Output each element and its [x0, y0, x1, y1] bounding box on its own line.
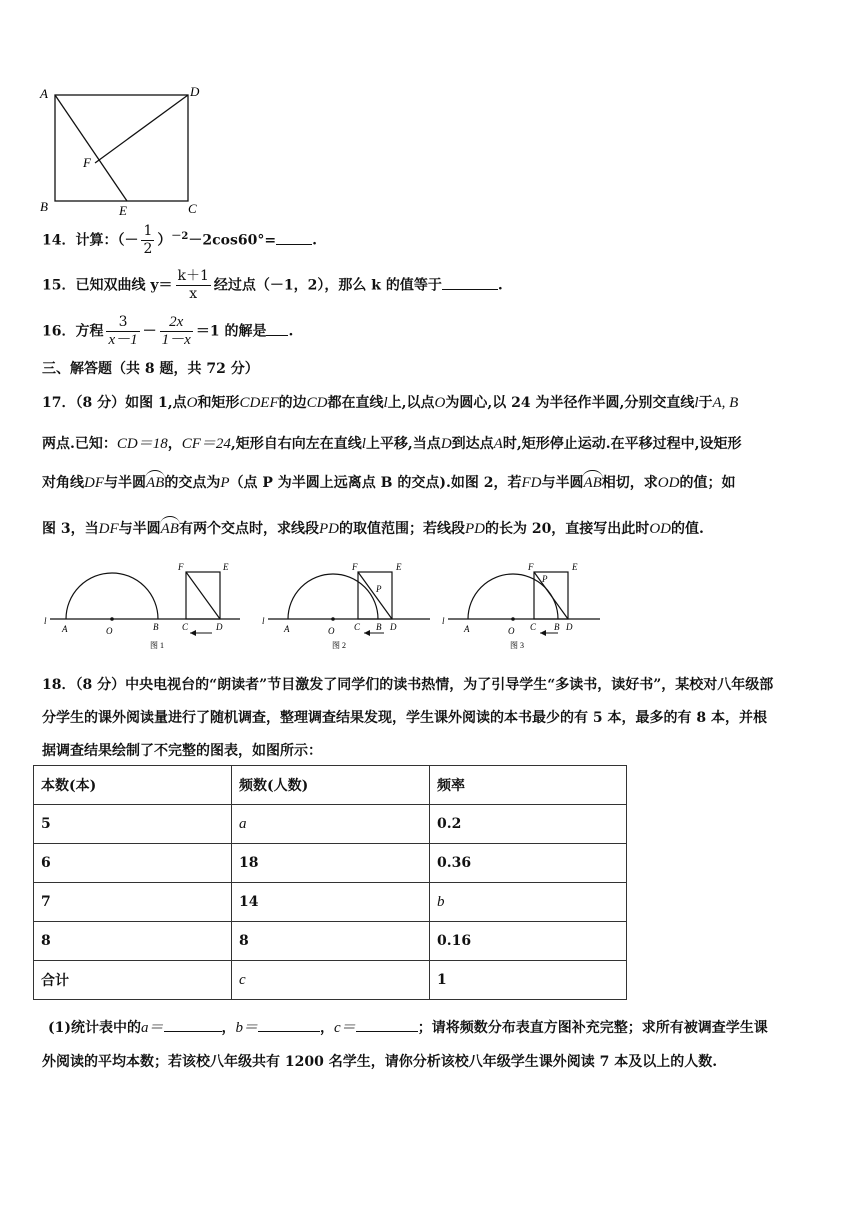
table-cell: 1	[430, 961, 627, 1000]
fig2-l: l	[262, 616, 265, 626]
fig3-caption: 图 3	[510, 641, 524, 650]
fig3-c: C	[530, 622, 537, 632]
fig1-f: F	[178, 562, 184, 572]
q18-line-3: 据调查结果绘制了不完整的图表，如图所示：	[42, 743, 322, 759]
fraction: $\frac{k+1}{x}$	[177, 268, 209, 302]
fig3-e: E	[572, 562, 578, 572]
fig1-o: O	[106, 626, 113, 636]
fig2-d: D	[390, 622, 397, 632]
fig3-a: A	[464, 624, 470, 634]
table-cell: 0.36	[430, 844, 627, 883]
answer-blank[interactable]	[266, 321, 288, 336]
fraction: $\frac{1}{2}$	[143, 223, 153, 257]
table-cell: 7	[34, 883, 232, 922]
table-cell: 0.16	[430, 922, 627, 961]
table-cell: a	[232, 805, 430, 844]
table-cell: 18	[232, 844, 430, 883]
table-cell: 合计	[34, 961, 232, 1000]
label-d: D	[190, 84, 200, 99]
q18-line-2: 分学生的课外阅读量进行了随机调查，整理调查结果发现，学生课外阅读的本书最少的有 5 本，最多的有 8 本，并根	[42, 710, 767, 726]
fig1-caption: 图 1	[150, 641, 164, 650]
figure-2	[260, 556, 440, 656]
table-row	[34, 883, 627, 922]
fig2-e: E	[396, 562, 402, 572]
answer-blank-c[interactable]	[356, 1017, 418, 1032]
table-row	[34, 922, 627, 961]
answer-blank-b[interactable]	[258, 1017, 320, 1032]
question-14: 14．计算：（－ $\frac{1}{2}$ ）$^{-2}$－2cos60°= .	[42, 223, 317, 257]
table-row	[34, 805, 627, 844]
fig3-l: l	[442, 616, 445, 626]
fraction: $\frac{2x}{1-x}$	[161, 314, 191, 348]
fig2-a: A	[284, 624, 290, 634]
fig1-a: A	[62, 624, 68, 634]
q18-line-1: 18．（8 分）中央电视台的“朗读者”节目激发了同学们的读书热情，为了引导学生“多读书，读好书”，某校对八年级部	[42, 677, 774, 693]
table-row	[34, 844, 627, 883]
label-b: B	[40, 199, 48, 214]
fraction: $\frac{3}{x-1}$	[108, 314, 138, 348]
fig3-b: B	[554, 622, 560, 632]
fig3-d: D	[566, 622, 573, 632]
table-cell: b	[430, 883, 627, 922]
q17-line-1: 17．（8 分）如图 1,点O和矩形CDEF的边CD都在直线l上,以点O为圆心,以 24 为半径作半圆,分别交直线l于A, B	[42, 395, 739, 411]
table-cell: 8	[34, 922, 232, 961]
table-cell: 8	[232, 922, 430, 961]
table-header-row	[34, 766, 627, 805]
table-cell: c	[232, 961, 430, 1000]
q17-line-2: 两点.已知：CD＝18，CF＝24,矩形自右向左在直线l上平移,当点D到达点A时,矩形停止运动.在平移过程中,设矩形	[42, 436, 742, 452]
fig2-o: O	[328, 626, 335, 636]
label-a: A	[40, 86, 48, 101]
section-title: 三、解答题（共 8 题，共 72 分）	[42, 361, 259, 377]
fig2-f: F	[352, 562, 358, 572]
label-c: C	[188, 201, 197, 216]
figure-3	[440, 556, 610, 656]
q18-sub-line-2: 外阅读的平均本数；若该校八年级共有 1200 名学生，请你分析该校八年级学生课外阅读 7 本及以上的人数.	[42, 1054, 718, 1070]
table-cell: 6	[34, 844, 232, 883]
fig2-p: P	[376, 584, 382, 594]
fig2-c: C	[354, 622, 361, 632]
fig1-l: l	[44, 616, 47, 626]
table-cell: 14	[232, 883, 430, 922]
fig1-b: B	[153, 622, 159, 632]
fig1-e: E	[223, 562, 229, 572]
table-cell: 5	[34, 805, 232, 844]
fig3-o: O	[508, 626, 515, 636]
question-15: 15．已知双曲线 y＝ $\frac{k+1}{x}$ 经过点（－1，2），那么 k 的值等于 .	[42, 268, 503, 302]
q17-line-3: 对角线DF与半圆AB的交点为P（点 P 为半圆上远离点 B 的交点).如图 2，若FD与半圆AB相切，求OD的值；如	[42, 475, 736, 491]
label-e: E	[119, 203, 127, 218]
table-header: 本数(本)	[34, 766, 232, 805]
fig3-p: P	[542, 574, 548, 584]
answer-blank[interactable]	[442, 275, 498, 290]
q18-sub-line-1: (1)统计表中的a＝ ，b＝ ，c＝ ；请将频数分布表直方图补充完整；求所有被调查学生课	[48, 1016, 768, 1037]
fig2-caption: 图 2	[332, 641, 346, 650]
answer-blank-a[interactable]	[164, 1017, 222, 1032]
fig3-f: F	[528, 562, 534, 572]
fig2-b: B	[376, 622, 382, 632]
answer-blank[interactable]	[276, 230, 312, 245]
question-16: 16．方程 $\frac{3}{x-1}$ － $\frac{2x}{1-x}$ ＝1 的解是 .	[42, 314, 294, 348]
q17-line-4: 图 3，当DF与半圆AB有两个交点时，求线段PD的取值范围；若线段PD的长为 20，直接写出此时OD的值.	[42, 521, 704, 537]
table-header: 频数(人数)	[232, 766, 430, 805]
fig1-c: C	[182, 622, 189, 632]
fig1-d: D	[216, 622, 223, 632]
label-f: F	[83, 155, 91, 170]
figure-1	[40, 556, 245, 656]
table-row	[34, 961, 627, 1000]
frequency-table	[33, 765, 627, 1000]
rectangle-figure	[34, 80, 214, 220]
table-header: 频率	[430, 766, 627, 805]
table-cell: 0.2	[430, 805, 627, 844]
